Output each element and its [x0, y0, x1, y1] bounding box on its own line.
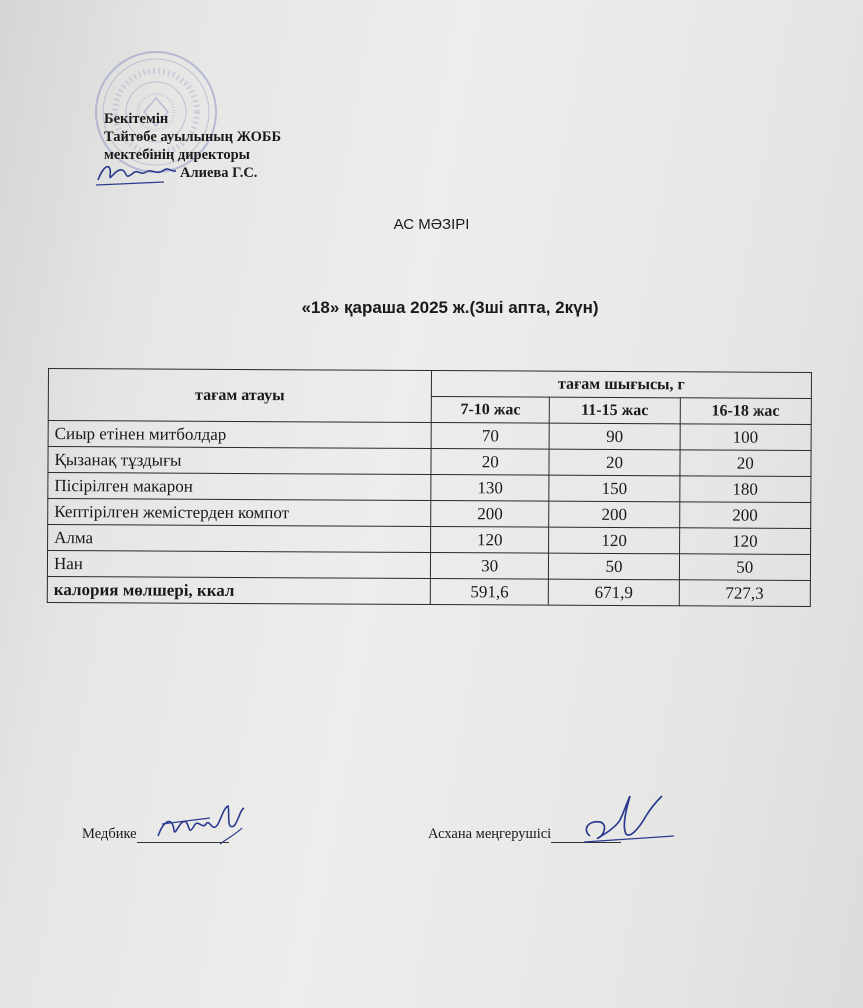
total-label: калория мөлшері, ккал — [47, 576, 430, 604]
director-signature — [94, 158, 180, 188]
dish-value: 20 — [549, 449, 679, 476]
header-age-group: 16-18 жас — [680, 398, 812, 425]
director-name: Алиева Г.С. — [180, 165, 258, 181]
dish-name: Алма — [48, 525, 431, 553]
chef-signature-block — [428, 826, 621, 843]
dish-value: 50 — [549, 553, 679, 580]
dish-name: Нан — [47, 551, 430, 579]
calorie-value: 727,3 — [679, 580, 811, 607]
chef-label: Асхана меңгерушісі — [428, 826, 552, 842]
dish-value: 200 — [549, 501, 679, 528]
nurse-signature — [150, 800, 250, 850]
dish-value: 200 — [431, 501, 550, 528]
nurse-label: Медбике — [82, 826, 137, 842]
header-output: тағам шығысы, г — [431, 371, 811, 399]
table-row — [48, 421, 811, 451]
menu-table — [47, 368, 812, 607]
dish-value: 90 — [550, 423, 680, 450]
approval-line-1: Бекітемін — [104, 111, 169, 127]
table-header-row — [48, 369, 811, 399]
header-dish-name: тағам атауы — [48, 369, 431, 423]
calorie-value: 591,6 — [430, 579, 549, 606]
dish-name: Пісірілген макарон — [48, 473, 431, 501]
chef-signature — [574, 790, 684, 860]
calorie-value: 671,9 — [549, 579, 679, 606]
date-line: «18» қараша 2025 ж.(3ші апта, 2күн) — [301, 298, 599, 317]
table-row — [48, 473, 811, 503]
dish-name: Кептірілген жемістерден компот — [48, 499, 431, 527]
dish-value: 70 — [431, 423, 550, 450]
approval-block — [104, 110, 281, 182]
header-age-group: 11-15 жас — [550, 397, 680, 424]
table-row — [48, 499, 811, 529]
dish-name: Қызанақ тұздығы — [48, 447, 431, 475]
nurse-signature-block — [82, 826, 229, 843]
dish-value: 100 — [680, 424, 812, 451]
director-signature-row — [104, 164, 281, 182]
dish-value: 20 — [431, 449, 550, 476]
table-row — [48, 525, 811, 555]
header-age-group: 7-10 жас — [431, 397, 550, 424]
approval-line-2: Тайтөбе ауылының ЖОББ — [104, 129, 282, 145]
dish-name: Сиыр етінен митболдар — [48, 421, 431, 449]
dish-value: 50 — [679, 554, 811, 581]
dish-value: 180 — [679, 476, 811, 503]
dish-value: 30 — [430, 553, 549, 580]
dish-value: 130 — [431, 475, 550, 502]
page-title: АС МӘЗІРІ — [393, 216, 470, 233]
table-row — [47, 551, 810, 581]
dish-value: 200 — [679, 502, 811, 529]
dish-value: 150 — [549, 475, 679, 502]
total-calories-row — [47, 576, 810, 606]
approval-line-3: мектебінің директоры — [104, 147, 250, 163]
table-row — [48, 447, 811, 477]
dish-value: 120 — [549, 527, 679, 554]
dish-value: 20 — [679, 450, 811, 477]
dish-value: 120 — [431, 527, 550, 554]
dish-value: 120 — [679, 528, 811, 555]
